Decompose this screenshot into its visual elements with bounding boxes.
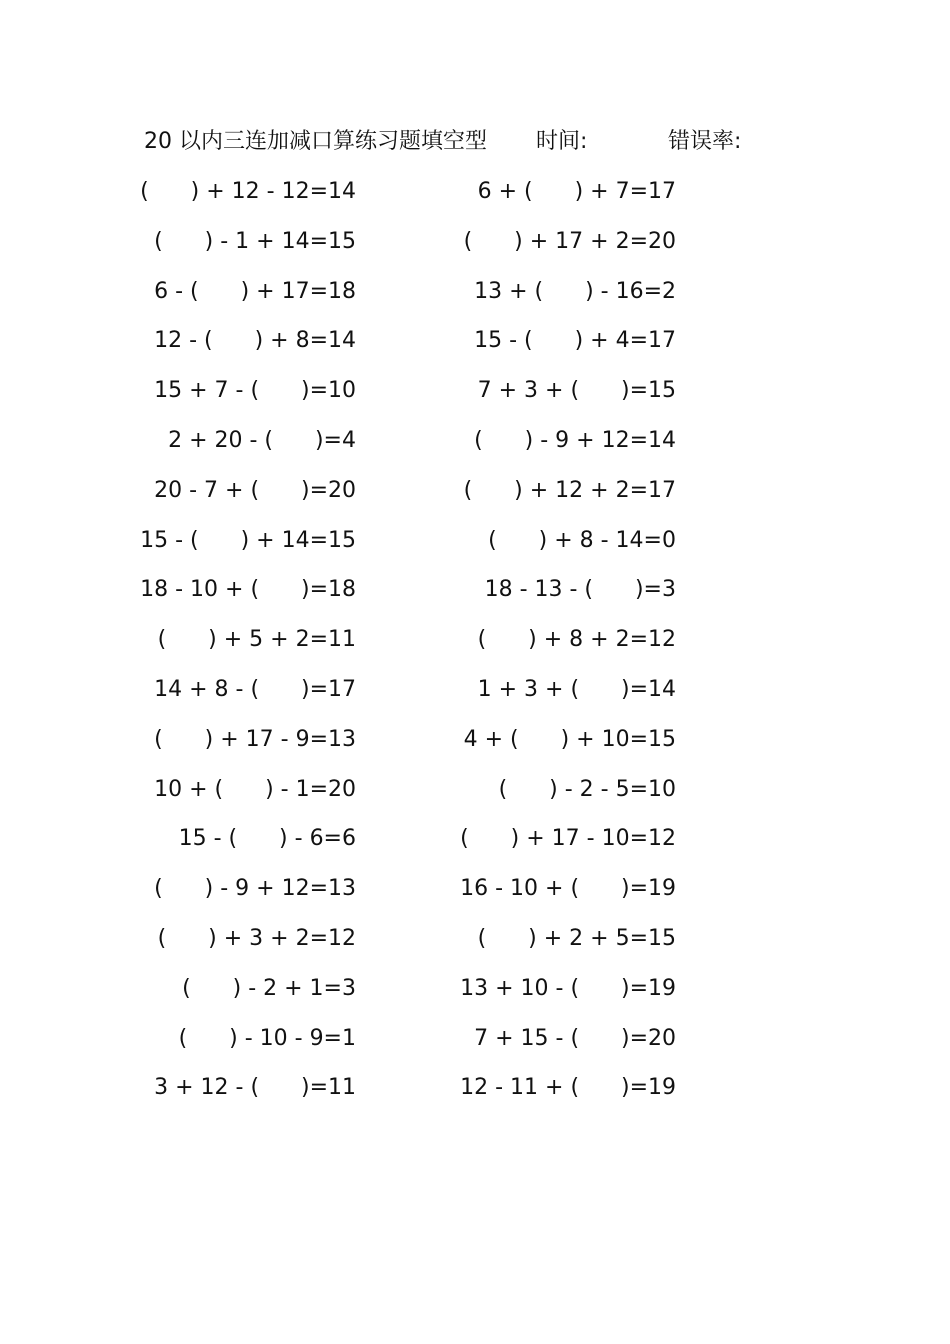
problem-left: 10 + ( ) - 1=20 <box>154 776 356 802</box>
problem-right: ( ) + 2 + 5=15 <box>477 925 676 951</box>
problem-right: 7 + 15 - ( )=20 <box>474 1025 676 1051</box>
problem-left: ( ) - 2 + 1=3 <box>182 975 356 1001</box>
problem-right: 15 - ( ) + 4=17 <box>474 328 676 354</box>
problem-left: ( ) + 17 - 9=13 <box>154 726 356 752</box>
time-label: 时间: <box>536 129 588 154</box>
problem-right: ( ) - 9 + 12=14 <box>474 427 676 453</box>
problem-left: ( ) + 3 + 2=12 <box>157 925 356 951</box>
problem-right: 7 + 3 + ( )=15 <box>477 378 676 404</box>
problem-row <box>0 672 950 722</box>
problem-left: 2 + 20 - ( )=4 <box>168 427 356 453</box>
problem-right: ( ) + 8 + 2=12 <box>477 627 676 653</box>
problem-left: 15 + 7 - ( )=10 <box>154 378 356 404</box>
problem-left: ( ) - 1 + 14=15 <box>154 228 356 254</box>
problem-right: ( ) + 8 - 14=0 <box>488 527 676 553</box>
problem-row <box>0 473 950 523</box>
problem-left: 15 - ( ) - 6=6 <box>178 826 356 852</box>
problem-row <box>0 871 950 921</box>
problem-left: ( ) - 10 - 9=1 <box>178 1025 356 1051</box>
problem-left: 3 + 12 - ( )=11 <box>154 1075 356 1101</box>
problem-row <box>0 1070 950 1120</box>
problem-row <box>0 921 950 971</box>
problem-right: 13 + 10 - ( )=19 <box>460 975 676 1001</box>
problem-right: 13 + ( ) - 16=2 <box>474 278 676 304</box>
problem-row <box>0 572 950 622</box>
problem-row <box>0 423 950 473</box>
worksheet-title: 20 以内三连加减口算练习题填空型 <box>144 129 487 154</box>
problem-right: 6 + ( ) + 7=17 <box>477 179 676 204</box>
problem-right: 16 - 10 + ( )=19 <box>460 876 676 902</box>
problem-right: 4 + ( ) + 10=15 <box>463 726 676 752</box>
problem-right: 18 - 13 - ( )=3 <box>484 577 676 603</box>
problem-row <box>0 1021 950 1071</box>
problem-left: ( ) + 5 + 2=11 <box>157 627 356 653</box>
problem-left: 14 + 8 - ( )=17 <box>154 676 356 702</box>
problem-list <box>0 174 950 1120</box>
worksheet-header <box>144 126 764 158</box>
problem-row <box>0 224 950 274</box>
problem-right: 1 + 3 + ( )=14 <box>477 676 676 702</box>
problem-row <box>0 323 950 373</box>
problem-right: ( ) - 2 - 5=10 <box>498 776 676 802</box>
problem-row <box>0 722 950 772</box>
problem-row <box>0 971 950 1021</box>
problem-left: 6 - ( ) + 17=18 <box>154 278 356 304</box>
problem-row <box>0 523 950 573</box>
problem-left: ( ) - 9 + 12=13 <box>154 876 356 902</box>
problem-left: 18 - 10 + ( )=18 <box>140 577 356 603</box>
problem-left: 15 - ( ) + 14=15 <box>140 527 356 553</box>
problem-row <box>0 622 950 672</box>
problem-left: 12 - ( ) + 8=14 <box>154 328 356 354</box>
problem-right: ( ) + 17 + 2=20 <box>463 228 676 254</box>
problem-left: 20 - 7 + ( )=20 <box>154 477 356 503</box>
problem-right: ( ) + 12 + 2=17 <box>463 477 676 503</box>
problem-right: 12 - 11 + ( )=19 <box>460 1075 676 1101</box>
problem-left: ( ) + 12 - 12=14 <box>140 179 356 204</box>
problem-right: ( ) + 17 - 10=12 <box>460 826 676 852</box>
problem-row <box>0 174 950 224</box>
problem-row <box>0 821 950 871</box>
problem-row <box>0 274 950 324</box>
problem-row <box>0 772 950 822</box>
error-rate-label: 错误率: <box>668 129 742 154</box>
problem-row <box>0 373 950 423</box>
